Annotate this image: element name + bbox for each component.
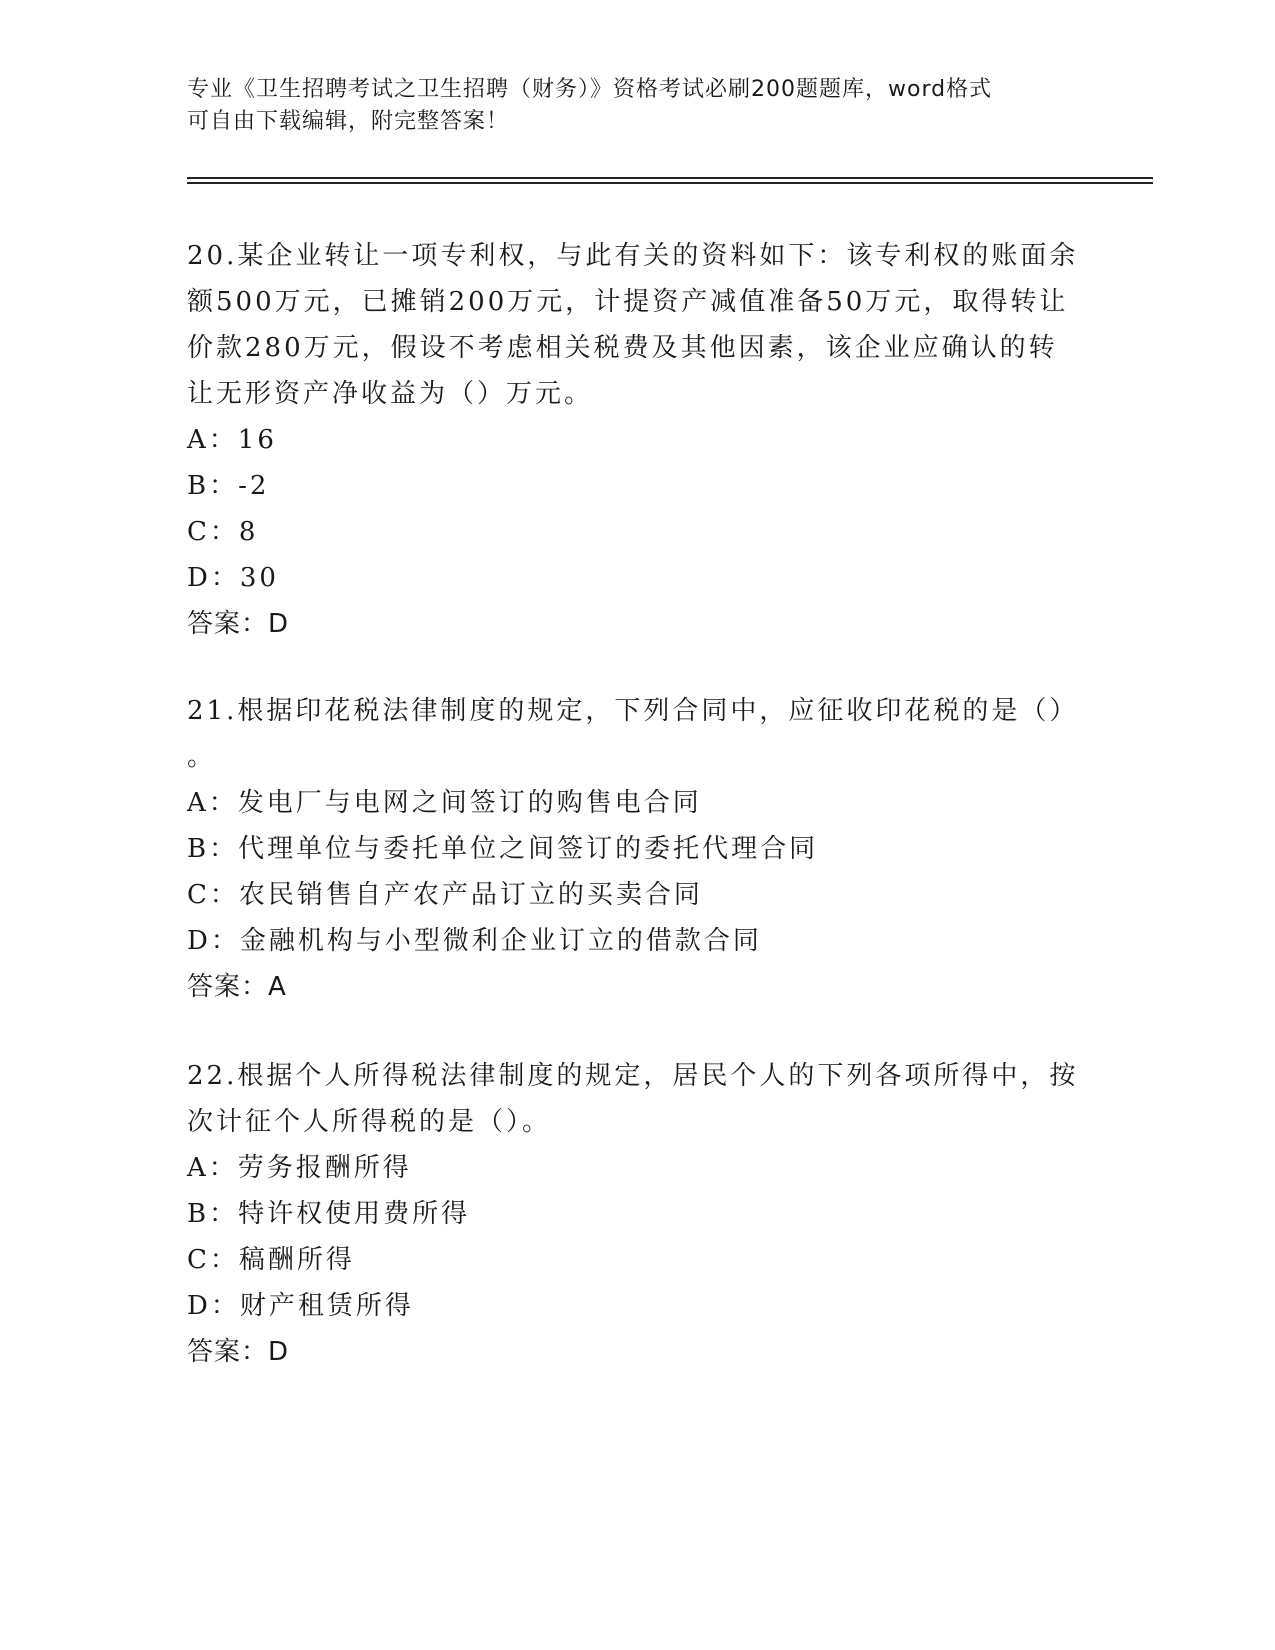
question-20 <box>187 233 1087 647</box>
option-c: C：8 <box>187 517 259 547</box>
header-line-1: 专业《卫生招聘考试之卫生招聘（财务）》资格考试必刷200题题库，word格式 <box>187 77 993 102</box>
option-c: C：农民销售自产农产品订立的买卖合同 <box>187 880 703 910</box>
option-d: D：30 <box>187 563 279 593</box>
question-stem-line: 。 <box>187 742 217 772</box>
answer: 答案：D <box>187 1337 290 1367</box>
option-d: D：金融机构与小型微利企业订立的借款合同 <box>187 926 762 956</box>
question-stem-line: 次计征个人所得税的是（）。 <box>187 1107 552 1137</box>
option-a: A：16 <box>187 425 277 455</box>
question-22 <box>187 1053 1087 1375</box>
question-stem-line: 额500万元，已摊销200万元，计提资产减值准备50万元，取得转让 <box>187 287 1069 317</box>
question-stem-line: 20.某企业转让一项专利权，与此有关的资料如下：该专利权的账面余 <box>187 241 1079 271</box>
option-d: D：财产租赁所得 <box>187 1291 414 1321</box>
question-stem-line: 让无形资产净收益为（）万元。 <box>187 379 594 409</box>
option-a: A：发电厂与电网之间签订的购售电合同 <box>187 788 702 818</box>
header-line-2: 可自由下载编辑，附完整答案！ <box>187 109 510 134</box>
option-b: B：代理单位与委托单位之间签订的委托代理合同 <box>187 834 819 864</box>
question-21 <box>187 688 1087 1010</box>
question-stem-line: 22.根据个人所得税法律制度的规定，居民个人的下列各项所得中，按 <box>187 1061 1079 1091</box>
question-stem-line: 价款280万元，假设不考虑相关税费及其他因素，该企业应确认的转 <box>187 333 1058 363</box>
document-header <box>187 74 1087 138</box>
answer: 答案：D <box>187 609 290 639</box>
option-b: B：-2 <box>187 471 270 501</box>
option-b: B：特许权使用费所得 <box>187 1199 471 1229</box>
option-a: A：劳务报酬所得 <box>187 1153 412 1183</box>
answer: 答案：A <box>187 972 287 1002</box>
header-divider-top <box>187 177 1153 179</box>
header-divider-bottom <box>187 182 1153 184</box>
question-stem-line: 21.根据印花税法律制度的规定，下列合同中，应征收印花税的是（） <box>187 696 1079 726</box>
option-c: C：稿酬所得 <box>187 1245 355 1275</box>
